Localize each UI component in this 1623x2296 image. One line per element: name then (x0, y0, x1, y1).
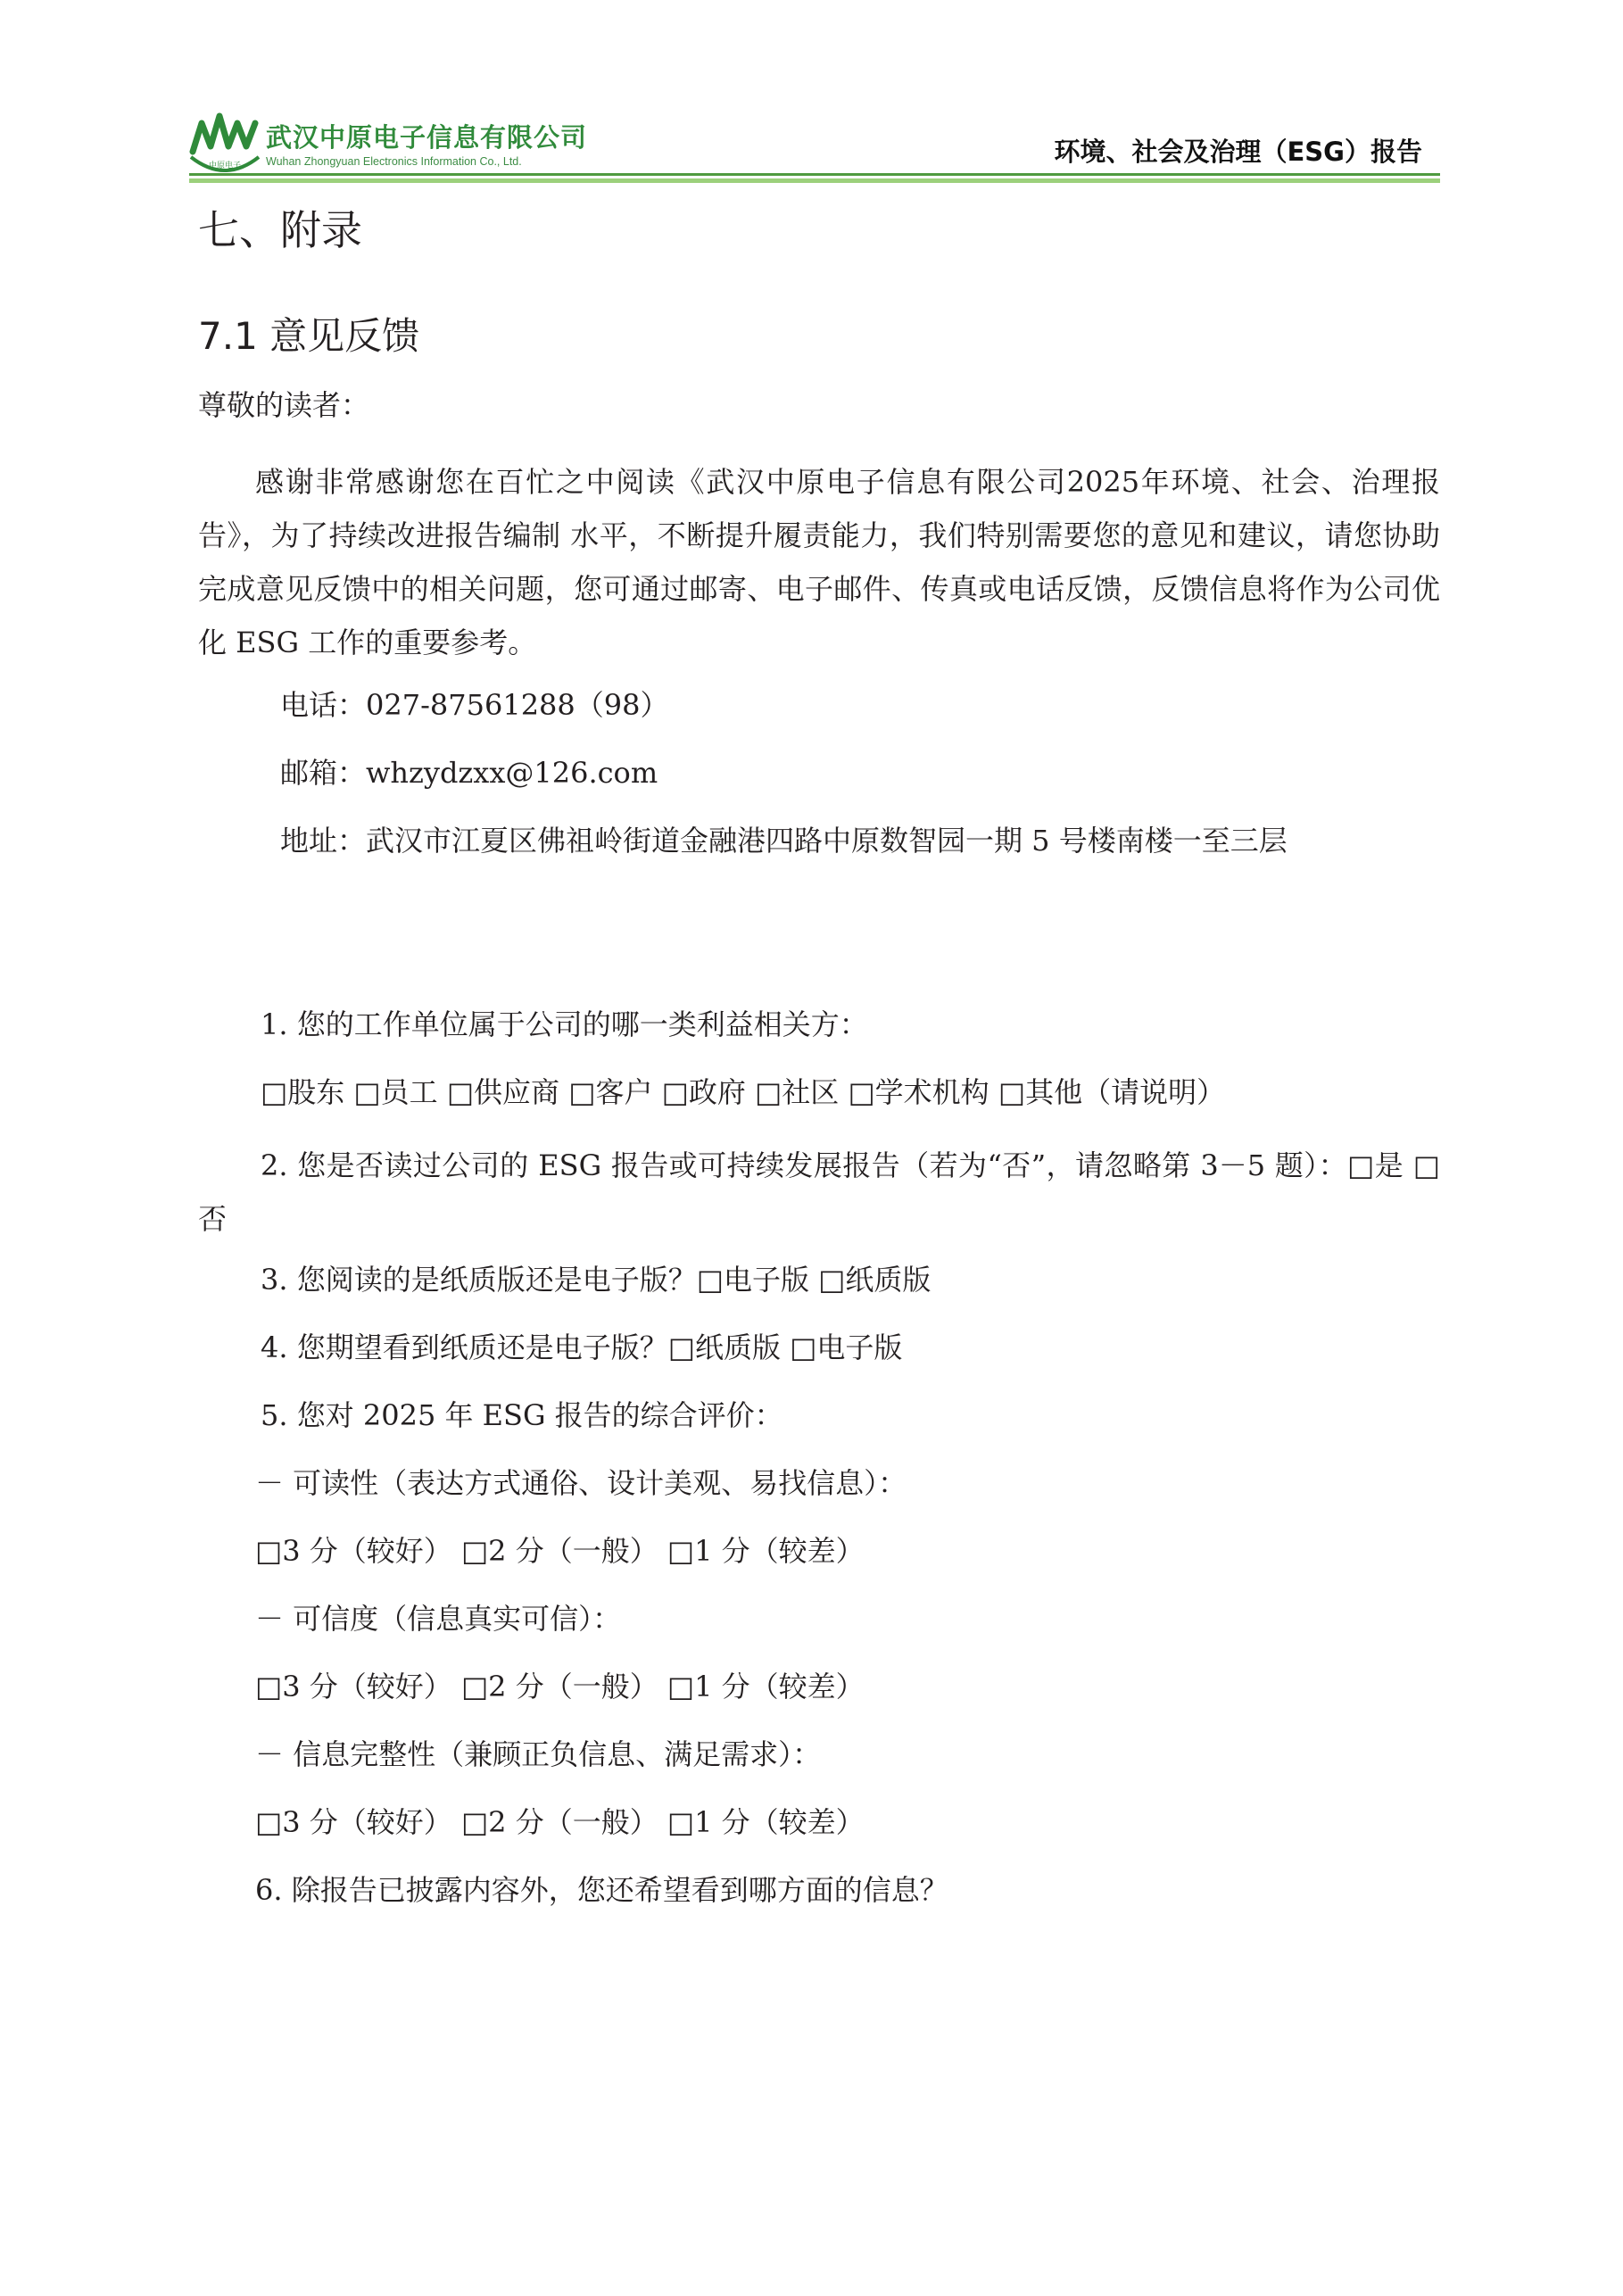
survey-question-2: 2. 您是否读过公司的 ESG 报告或可持续发展报告（若为“否”，请忽略第 3－5 题）：□是 □否 (198, 1148, 1440, 1236)
criteria-readability-label: － 可读性（表达方式通俗、设计美观、易找信息）： (255, 1466, 907, 1500)
survey-question-1-options: □股东 □员工 □供应商 □客户 □政府 □社区 □学术机构 □其他（请说明） (261, 1075, 1226, 1109)
survey-question-5: 5. 您对 2025 年 ESG 报告的综合评价： (261, 1398, 783, 1432)
subsection-title: 7.1 意见反馈 (198, 314, 420, 358)
criteria-readability-options: □3 分（较好） □2 分（一般） □1 分（较差） (255, 1534, 865, 1568)
greeting: 尊敬的读者： (198, 388, 370, 422)
contact-address: 地址：武汉市江夏区佛祖岭街道金融港四路中原数智园一期 5 号楼南楼一至三层 (280, 824, 1288, 858)
company-name-en: Wuhan Zhongyuan Electronics Information Co., Ltd. (266, 155, 522, 168)
survey-question-6: 6. 除报告已披露内容外，您还希望看到哪方面的信息？ (255, 1873, 948, 1907)
criteria-completeness-label: － 信息完整性（兼顾正负信息、满足需求）： (255, 1737, 822, 1771)
criteria-completeness-options: □3 分（较好） □2 分（一般） □1 分（较差） (255, 1805, 865, 1839)
report-title: 环境、社会及治理（ESG）报告 (1054, 137, 1422, 167)
company-name-cn: 武汉中原电子信息有限公司 (266, 122, 588, 153)
survey-question-4: 4. 您期望看到纸质还是电子版？□纸质版 □电子版 (261, 1330, 903, 1364)
header-rule (189, 173, 1440, 176)
company-logo-icon (189, 111, 261, 178)
criteria-credibility-options: □3 分（较好） □2 分（一般） □1 分（较差） (255, 1670, 865, 1703)
logo-text: 中原电子 (208, 162, 242, 170)
intro-paragraph: 感谢非常感谢您在百忙之中阅读《武汉中原电子信息有限公司2025年环境、社会、治理报告》，为了持续改进报告编制 水平，不断提升履责能力，我们特别需要您的意见和建议，请您协助完成意见反馈中的相关问题，您可通过邮寄、电子邮件、传真或电话反馈，反馈信息将作为公司优化 ESG 工作的重要参考。 (198, 465, 1440, 659)
contact-email: 邮箱：whzydzxx@126.com (280, 756, 658, 790)
page-header (189, 105, 1440, 182)
header-rule-light (189, 178, 1440, 183)
contact-phone: 电话：027-87561288（98） (280, 688, 669, 722)
survey-question-3: 3. 您阅读的是纸质版还是电子版？□电子版 □纸质版 (261, 1263, 932, 1297)
criteria-credibility-label: － 可信度（信息真实可信）： (255, 1602, 622, 1636)
survey-question-1: 1. 您的工作单位属于公司的哪一类利益相关方： (261, 1007, 868, 1041)
section-title: 七、附录 (198, 206, 362, 254)
